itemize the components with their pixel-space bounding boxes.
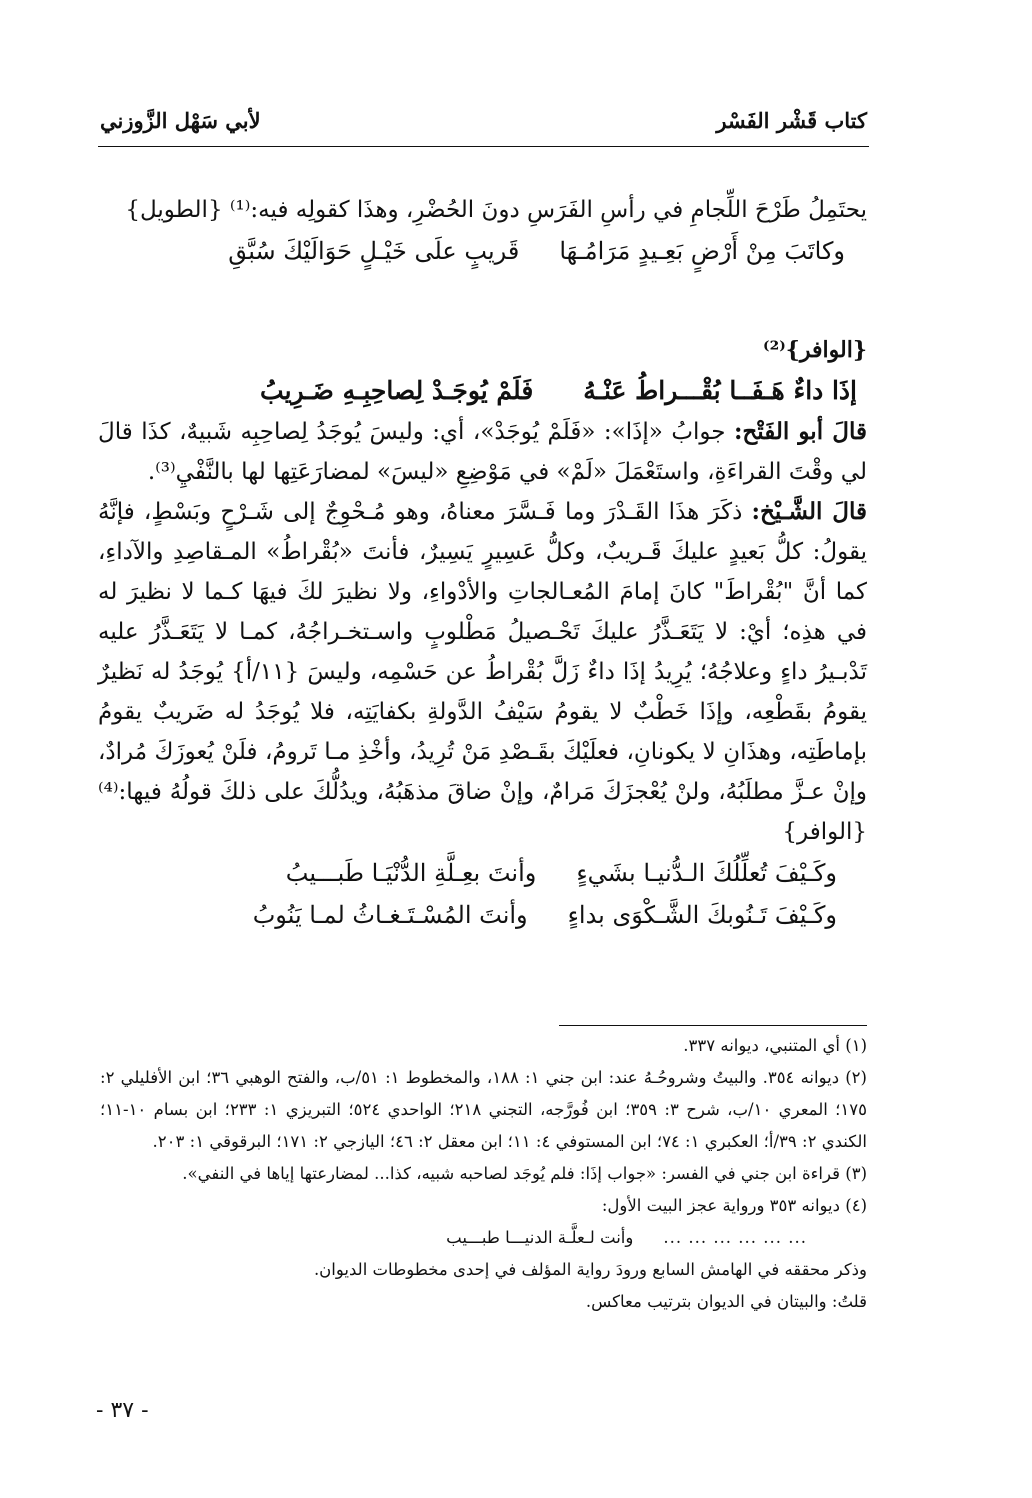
footnote-4-note-2: قلتُ: والبيتان في الديوان بترتيب معاكس. <box>585 1292 867 1311</box>
footnotes <box>100 1030 867 1318</box>
footnote-4-note-1: وذكر محققه في الهامش السابع ورودَ رواية المؤلف في إحدى مخطوطات الديوان. <box>313 1260 867 1279</box>
footnote-3: (٣) قراءة ابن جني في الفسر: «جواب إذَا: فلم يُوجَد لصاحبه شبيه، كذا... لمضارعتها إياها في النفي». <box>182 1164 867 1183</box>
verse-4-second-hemistich: وأنتَ المُسْـتَـغـاثُ لمـا يَنُوبُ <box>252 901 528 929</box>
verse-2-first-hemistich: إذَا داءٌ هَـفَــا بُقْـــراطُ عَنْـهُ <box>583 376 857 405</box>
verse-1 <box>98 230 867 272</box>
verse-3-first-hemistich: وكَـيْفَ تُعلِّلُكَ الـدُّنيـا بشَيءٍ <box>576 859 837 887</box>
paragraph-2-lead: قالَ الشَّـيْخ: <box>751 498 867 525</box>
book-title: كتاب قَشْر الفَسْر <box>716 108 867 133</box>
footnote-rule <box>559 1025 867 1026</box>
paragraph-al-shaykh <box>98 492 867 852</box>
footnote-4-verse <box>100 1222 867 1254</box>
intro-block <box>98 190 867 272</box>
verse-1-first-hemistich: وكاتَبَ مِنْ أَرْضٍ بَعِـيدٍ مَرَامُـهَا <box>559 237 845 265</box>
paragraph-1-lead: قالَ أبو الفَتْح: <box>733 418 867 445</box>
verse-2-second-hemistich: فَلَمْ يُوجَـدْ لِصاحِبِـهِ ضَـرِيبُ <box>260 376 534 405</box>
verse-3 <box>98 852 867 894</box>
paragraph-2-text: ذكَرَ هذَا القَـدْرَ وما فَـسَّرَ معناهُ، وهو مُـحْوِجٌ إلى شَـرْحٍ وبَسْطٍ، فإنَّهُ يقولُ: كلُّ بَعيدٍ عليكَ قَـريبٌ، وكلُّ عَسِيرٍ يَسِيرٌ، فأنتَ «بُقْراطُ» المـقاصِدِ والآداءِ، كما أنَّ "بُقْراطَ" كانَ إمامَ المُعـالجاتِ والأدْواءِ، ولا نظيرَ لكَ فيهَا كـما لا نظيرَ له في هذِه؛ أيْ: لا يَتَعَـذَّرُ عليكَ تَحْـصيلُ مَطْلوبٍ واسـتخـراجُهُ، كمـا لا يَتَعَـذَّرُ عليه تَدْبـيرُ داءٍ وعلاجُهُ؛ يُرِيدُ إذَا داءٌ زَلَّ بُقْراطُ عن حَسْمِه، وليسَ {١١/أ} يُوجَدُ له نَظيرٌ يقومُ بقَطْعِه، وإذَا خَطْبٌ لا يقومُ سَيْفُ الدَّولةِ بكفايَتِه، فلا يُوجَدُ له ضَريبٌ يقومُ بإماطَتِه، وهذَانِ لا يكونانِ، فعلَيْكَ بقَـصْدِ مَنْ تُرِيدُ، وأخْذِ مـا تَرومُ، فلَنْ يُعوزَكَ مُرادٌ، وإنْ عـزَّ مطلَبُهُ، ولنْ يُعْجزَكَ مَرامٌ، وإنْ ضاقَ مذهَبُهُ، ويدُلُّكَ على ذلكَ قولُهُ فيها:⁽⁴⁾ {الوافر} <box>98 499 867 845</box>
page-number: - ٣٧ - <box>96 1398 149 1423</box>
author-title: لأبي سَهْل الزَّوزني <box>100 108 261 133</box>
footnote-1: (١) أي المتنبي، ديوانه ٣٣٧. <box>683 1036 867 1055</box>
paragraph-abu-al-fath <box>98 412 867 492</box>
verse-4-first-hemistich: وكَـيْفَ تَـنُوبكَ الشَّـكْوَى بداءٍ <box>567 901 837 929</box>
footnote-2: (٢) ديوانه ٣٥٤. والبيتُ وشروحُـهُ عند: ابن جني ١: ١٨٨، والمخطوط ١: ٥١/ب، والفتح الوهبي ٣٦؛ ابن الأفليلي ٢: ١٧٥؛ المعري ١٠/ب، شرح ٣: ٣٥٩؛ ابن فُورَّجه، التجني ٢١٨؛ الواحدي ٥٢٤؛ التبريزي ١: ٢٣٣؛ ابن بسام ١٠-١١؛ الكندي ٢: ٣٩/أ؛ العكبري ١: ٧٤؛ ابن المستوفي ٤: ١١؛ ابن معقل ٢: ٤٦؛ اليازجي ٢: ١٧١؛ البرقوقي ١: ٢٠٣. <box>100 1068 868 1151</box>
paragraph-1-text: جوابُ «إذَا»: «فَلَمْ يُوجَدْ»، أي: وليسَ يُوجَدُ لِصاحِبِه شَبيهٌ، كذَا قالَ لي وقْتَ القراءَةِ، واستَعْمَلَ «لَمْ» في مَوْضِعِ «ليسَ» لمضارَعَتِها لها بالنَّفْيِ⁽³⁾. <box>98 419 867 485</box>
verse-3-second-hemistich: وأنتَ بعِـلَّةِ الدُّنْيَـا طَبـــيبُ <box>285 859 537 887</box>
footnote-4-ellipsis: ... ... ... ... ... ... <box>663 1228 807 1247</box>
verse-1-second-hemistich: قَريبٍ علَى خَيْـلٍ حَوَالَيْكَ سُبَّقِ <box>228 237 520 265</box>
verse-2 <box>98 370 867 412</box>
header-rule <box>98 146 869 147</box>
verse-4 <box>98 894 867 936</box>
running-head <box>100 108 867 133</box>
footnote-4: (٤) ديوانه ٣٥٣ ورواية عجز البيت الأول: <box>601 1196 867 1215</box>
intro-line: يحتَمِلُ طَرْحَ اللِّجامِ في رأسِ الفَرَسِ دونَ الحُضْرِ، وهذَا كقولِه فيه:⁽¹⁾ {الطويل} <box>125 197 867 223</box>
meter-label: {الوافر}⁽²⁾ <box>763 337 867 363</box>
main-block <box>98 330 867 936</box>
footnote-4-hemistich: وأنت لـعلَّـة الدنيـــا طبـــيب <box>446 1228 634 1247</box>
